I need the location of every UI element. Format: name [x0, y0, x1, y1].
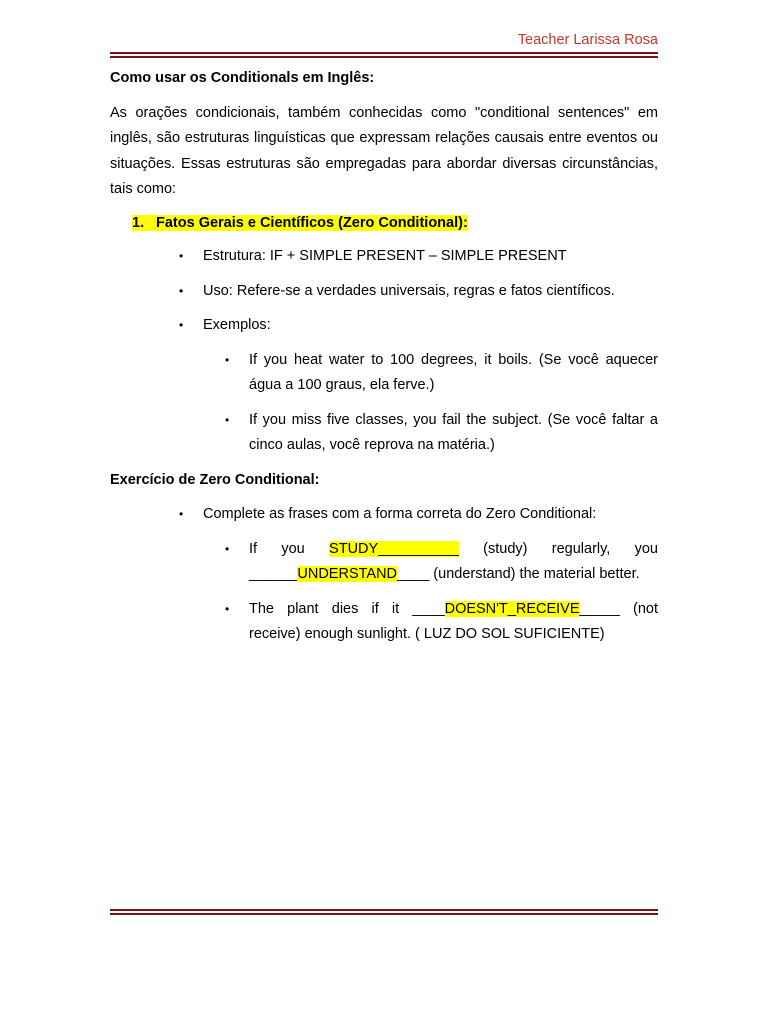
bullet-icon: • — [225, 541, 230, 556]
bullet-uso — [179, 279, 658, 305]
bullet-icon: • — [179, 318, 184, 332]
question-text-mid: (study) regularly, you ______ — [249, 540, 658, 582]
intro-paragraph: As orações condicionais, também conhecidas como "conditional sentences" em inglês, são estruturas linguísticas que expressam relações causais entre eventos ou situações. Essas estruturas são empregadas para abordar diversas circunstâncias, tais como: — [110, 104, 658, 197]
exercise-title: Exercício de Zero Conditional: — [110, 471, 320, 488]
bullet-estrutura — [179, 244, 658, 270]
numbered-item-zero-conditional — [132, 211, 658, 237]
example-item — [225, 348, 658, 399]
example-text: If you heat water to 100 degrees, it boils. (Se você aquecer água a 100 graus, ela ferve.) — [249, 351, 658, 393]
header-divider — [110, 52, 658, 58]
bullet-text: Exemplos: — [203, 317, 271, 333]
bullet-icon: • — [179, 249, 184, 263]
instruction-text: Complete as frases com a forma correta do Zero Conditional: — [203, 506, 597, 522]
answer-highlight-doesnt-receive: DOESN'T_RECEIVE — [444, 600, 580, 617]
bullet-text: Uso: Refere-se a verdades universais, regras e fatos científicos. — [203, 282, 615, 299]
exercise-instruction — [179, 502, 658, 528]
highlight — [132, 215, 468, 231]
example-text: If you miss five classes, you fail the subject. (Se você faltar a cinco aulas, você reprova na matéria.) — [249, 411, 658, 453]
exercise-question-2 — [225, 597, 658, 648]
bullet-icon: • — [179, 507, 184, 521]
bullet-text: Estrutura: IF + SIMPLE PRESENT – SIMPLE PRESENT — [203, 248, 567, 264]
bullet-icon: • — [225, 352, 230, 367]
list-number: 1. — [132, 214, 145, 231]
question-text-post: _____ (not receive) enough sunlight. ( LUZ DO SOL SUFICIENTE) — [249, 600, 658, 642]
question-text-pre: The plant dies if it ____ — [249, 600, 445, 617]
document-header-author: Teacher Larissa Rosa — [517, 32, 658, 48]
example-item — [225, 408, 658, 459]
bullet-icon: • — [225, 412, 230, 427]
footer-divider — [110, 909, 658, 915]
numbered-item-label: Fatos Gerais e Científicos (Zero Conditional): — [156, 214, 468, 231]
bullet-icon: • — [225, 601, 230, 616]
page-title: Como usar os Conditionals em Inglês: — [110, 70, 375, 86]
document-body — [110, 66, 658, 657]
answer-highlight-understand: UNDERSTAND — [297, 566, 398, 582]
answer-highlight-study: STUDY__________ — [329, 540, 459, 557]
question-text-pre: If you — [249, 540, 330, 557]
question-text-post: ____ (understand) the material better. — [397, 566, 640, 582]
bullet-exemplos — [179, 313, 658, 339]
bullet-icon: • — [179, 283, 184, 298]
exercise-question-1 — [225, 537, 658, 588]
